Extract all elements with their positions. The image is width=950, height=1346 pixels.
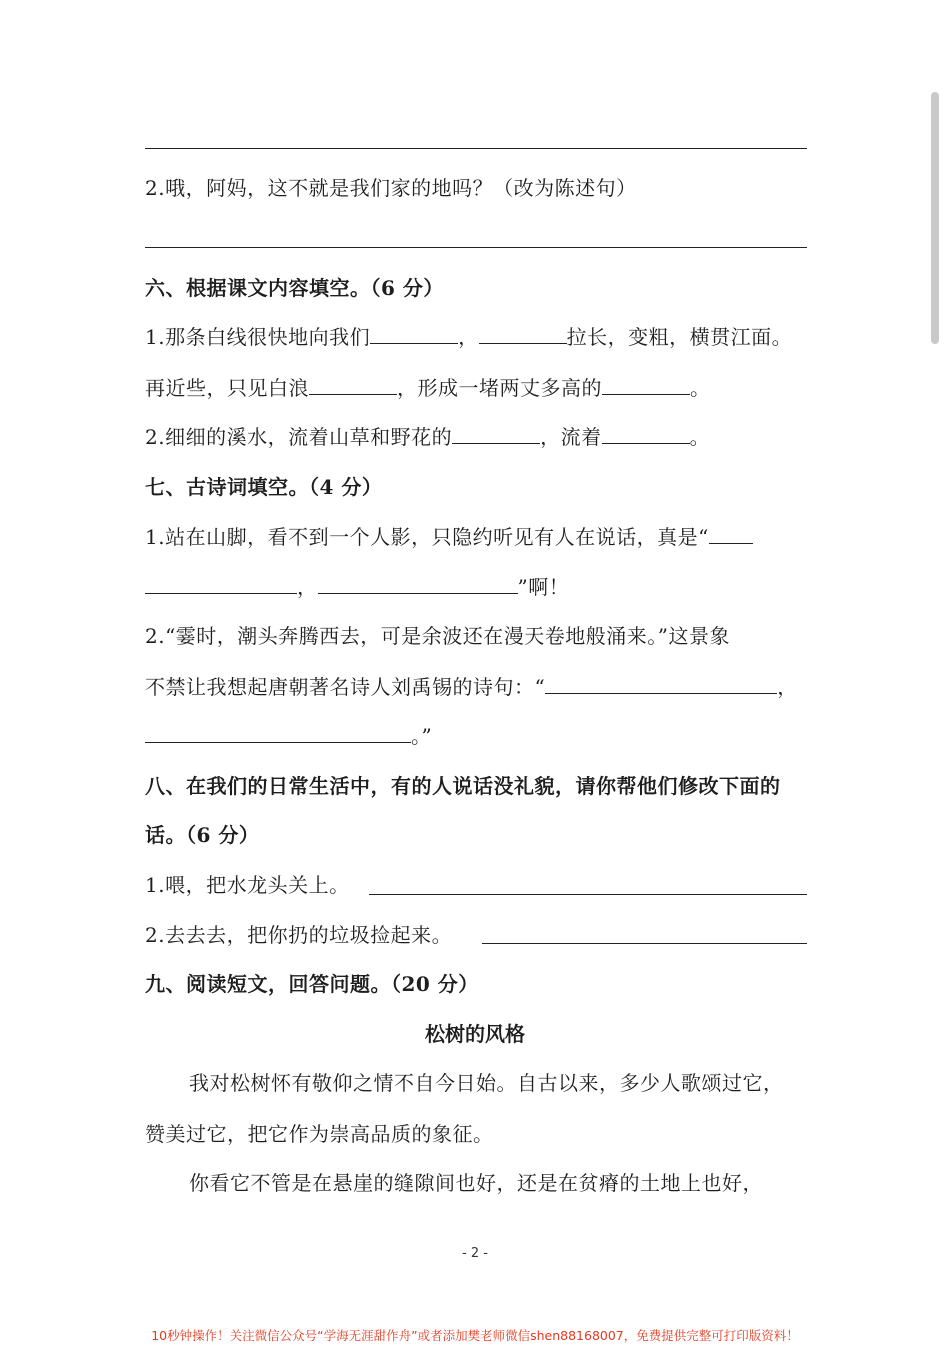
fill-blank[interactable] (709, 523, 753, 544)
passage-title: 松树的风格 (425, 1022, 525, 1046)
fill-blank[interactable] (602, 374, 690, 395)
question-text: 1.那条白线很快地向我们 (145, 325, 371, 349)
question-text: 2.“霎时，潮头奔腾西去，可是余波还在漫天卷地般涌来。”这景象 (145, 624, 731, 648)
question-text: 1.站在山脚，看不到一个人影，只隐约听见有人在说话，真是“ (145, 525, 709, 549)
section-7-heading: 七、古诗词填空。（4 分） (145, 475, 383, 499)
answer-line[interactable] (482, 943, 807, 944)
fill-blank[interactable] (545, 673, 777, 694)
footer-banner: 10秒钟操作！关注微信公众号“学海无涯甜作舟”或者添加樊老师微信shen88168007，免费提供完整可打印版资料！ (151, 1328, 799, 1343)
question-text: 不禁让我想起唐朝著名诗人刘禹锡的诗句：“ (145, 675, 546, 699)
question-text: 2.哦，阿妈，这不就是我们家的地吗？（改为陈述句） (145, 176, 637, 200)
passage-paragraph-1-line1: 我对松树怀有敬仰之情不自今日始。自古以来，多少人歌颂过它， (189, 1071, 784, 1095)
punctuation: ”啊！ (517, 575, 570, 599)
answer-line (145, 148, 807, 149)
punctuation: 。 (689, 425, 711, 449)
question-7-1-line1 (145, 523, 753, 551)
question-8-1 (145, 871, 350, 899)
punctuation: 。” (411, 724, 433, 748)
question-6-1-line1 (145, 323, 792, 351)
question-text: ，流着 (540, 425, 602, 449)
section-6-heading: 六、根据课文内容填空。（6 分） (145, 276, 444, 300)
fill-blank[interactable] (370, 323, 458, 344)
answer-line[interactable] (369, 894, 807, 895)
question-text: 再近些，只见白浪 (145, 376, 309, 400)
fill-blank[interactable] (145, 722, 411, 743)
section-9-heading: 九、阅读短文，回答问题。（20 分） (145, 972, 479, 996)
fill-blank[interactable] (145, 573, 297, 594)
section-8-heading-line2: 话。（6 分） (145, 823, 260, 847)
question-5-2 (145, 174, 637, 202)
question-text: 1.喂，把水龙头关上。 (145, 873, 350, 897)
question-7-2-line3 (145, 722, 432, 750)
question-text: ，形成一堵两丈多高的 (397, 376, 602, 400)
passage-paragraph-2-line1: 你看它不管是在悬崖的缝隙间也好，还是在贫瘠的土地上也好， (189, 1171, 763, 1195)
scrollbar-thumb[interactable] (931, 92, 939, 344)
punctuation: ， (458, 325, 479, 349)
question-6-1-line2 (145, 374, 711, 402)
question-7-1-line2 (145, 573, 569, 601)
fill-blank[interactable] (602, 423, 690, 444)
page-number: - 2 - (462, 1246, 488, 1261)
fill-blank[interactable] (479, 323, 567, 344)
fill-blank[interactable] (452, 423, 540, 444)
question-text: 2.细细的溪水，流着山草和野花的 (145, 425, 453, 449)
answer-line (145, 247, 807, 248)
punctuation: ， (297, 575, 318, 599)
passage-paragraph-1-line2: 赞美过它，把它作为崇高品质的象征。 (145, 1122, 494, 1146)
question-8-2 (145, 921, 452, 949)
section-8-heading-line1: 八、在我们的日常生活中，有的人说话没礼貌，请你帮他们修改下面的 (145, 774, 781, 798)
question-text: 2.去去去，把你扔的垃圾捡起来。 (145, 923, 453, 947)
punctuation: ， (777, 675, 798, 699)
question-6-2 (145, 423, 710, 451)
fill-blank[interactable] (309, 374, 397, 395)
fill-blank[interactable] (318, 573, 518, 594)
question-text: 拉长，变粗，横贯江面。 (566, 325, 793, 349)
punctuation: 。 (690, 376, 711, 400)
question-7-2-line1 (145, 622, 730, 650)
question-7-2-line2 (145, 673, 798, 701)
